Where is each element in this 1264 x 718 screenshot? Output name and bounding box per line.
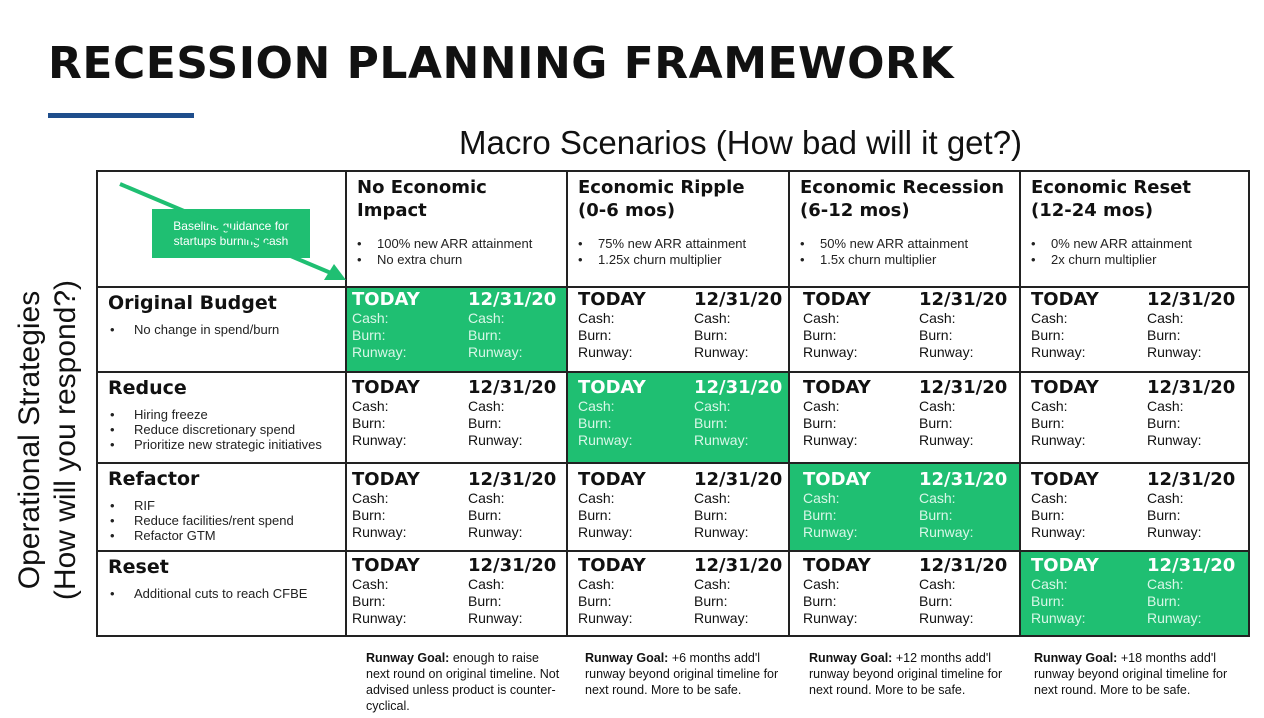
burn-label: Burn:	[919, 507, 953, 523]
burn-label: Burn:	[1147, 507, 1181, 523]
today-header: TODAY	[352, 289, 420, 310]
strategy-bullets	[108, 586, 338, 601]
cash-label: Cash:	[803, 576, 840, 592]
cash-label: Cash:	[803, 310, 840, 326]
strategy-refactor	[108, 468, 338, 543]
cash-label: Cash:	[468, 398, 505, 414]
runway-goal-text: +12 months add'l runway beyond original timeline for next round. More to be safe.	[809, 651, 1003, 697]
cash-label: Cash:	[919, 576, 956, 592]
year-end-column	[694, 470, 804, 541]
year-end-column	[1147, 378, 1257, 449]
strategy-bullet: • RIF	[108, 498, 338, 513]
cash-label: Cash:	[1147, 310, 1184, 326]
today-column	[803, 290, 913, 361]
today-header: TODAY	[352, 555, 420, 576]
runway-label: Runway:	[694, 432, 749, 448]
year-end-column	[694, 556, 804, 627]
cash-label: Cash:	[694, 490, 731, 506]
strategy-bullet: • Prioritize new strategic initiatives	[108, 437, 343, 452]
runway-label: Runway:	[578, 524, 633, 540]
today-column	[803, 378, 913, 449]
burn-label: Burn:	[1147, 415, 1181, 431]
year-end-column	[919, 290, 1029, 361]
cash-label: Cash:	[919, 490, 956, 506]
grid-divider	[96, 286, 1250, 288]
runway-goal-no-impact	[366, 650, 566, 714]
runway-goal-label: Runway Goal:	[366, 651, 450, 665]
today-column	[1031, 290, 1141, 361]
year-end-column	[919, 470, 1029, 541]
runway-label: Runway:	[468, 432, 523, 448]
cash-label: Cash:	[1031, 310, 1068, 326]
operational-strategies-line1: Operational Strategies	[13, 290, 46, 590]
today-column	[352, 290, 462, 361]
strategy-name: Reset	[108, 556, 169, 578]
today-column	[1031, 378, 1141, 449]
runway-label: Runway:	[803, 610, 858, 626]
today-header: TODAY	[578, 555, 646, 576]
strategy-reset	[108, 556, 338, 601]
today-column	[578, 556, 688, 627]
cash-label: Cash:	[352, 310, 389, 326]
burn-label: Burn:	[1147, 593, 1181, 609]
runway-label: Runway:	[468, 610, 523, 626]
runway-label: Runway:	[919, 432, 974, 448]
today-header: TODAY	[578, 469, 646, 490]
strategy-original-budget	[108, 292, 338, 337]
runway-label: Runway:	[352, 432, 407, 448]
year-end-column	[1147, 290, 1257, 361]
year-end-column	[468, 470, 578, 541]
scenario-bullets	[357, 236, 562, 268]
year-end-header: 12/31/20	[919, 469, 1008, 490]
year-end-header: 12/31/20	[919, 377, 1008, 398]
cash-label: Cash:	[803, 398, 840, 414]
runway-label: Runway:	[1147, 344, 1202, 360]
burn-label: Burn:	[468, 593, 502, 609]
year-end-column	[468, 290, 578, 361]
burn-label: Burn:	[694, 593, 728, 609]
runway-label: Runway:	[352, 344, 407, 360]
today-header: TODAY	[1031, 555, 1099, 576]
year-end-column	[694, 290, 804, 361]
today-header: TODAY	[1031, 289, 1099, 310]
grid-divider	[96, 371, 1250, 373]
runway-label: Runway:	[919, 344, 974, 360]
today-column	[352, 556, 462, 627]
today-column	[1031, 470, 1141, 541]
burn-label: Burn:	[352, 593, 386, 609]
burn-label: Burn:	[694, 415, 728, 431]
title-underline	[48, 113, 194, 118]
today-header: TODAY	[803, 377, 871, 398]
runway-label: Runway:	[803, 344, 858, 360]
burn-label: Burn:	[803, 415, 837, 431]
burn-label: Burn:	[803, 327, 837, 343]
cash-label: Cash:	[352, 576, 389, 592]
strategy-bullets	[108, 407, 343, 452]
today-header: TODAY	[578, 377, 646, 398]
cash-label: Cash:	[578, 576, 615, 592]
runway-goal-text: +6 months add'l runway beyond original timeline for next round. More to be safe.	[585, 651, 779, 697]
runway-label: Runway:	[578, 610, 633, 626]
burn-label: Burn:	[352, 507, 386, 523]
today-column	[578, 378, 688, 449]
cash-label: Cash:	[919, 398, 956, 414]
baseline-arrow-icon	[110, 176, 350, 286]
scenario-bullet: • 2x churn multiplier	[1031, 252, 1246, 268]
burn-label: Burn:	[1031, 593, 1065, 609]
burn-label: Burn:	[578, 507, 612, 523]
today-header: TODAY	[1031, 469, 1099, 490]
operational-strategies-line2: (How will you respond?)	[49, 279, 82, 601]
strategy-bullets	[108, 498, 338, 543]
runway-label: Runway:	[578, 432, 633, 448]
cash-label: Cash:	[1031, 490, 1068, 506]
today-column	[803, 470, 913, 541]
cash-label: Cash:	[803, 490, 840, 506]
year-end-column	[919, 556, 1029, 627]
scenario-bullet: • 1.5x churn multiplier	[800, 252, 1015, 268]
grid-divider	[96, 462, 1250, 464]
burn-label: Burn:	[468, 415, 502, 431]
year-end-header: 12/31/20	[468, 469, 557, 490]
cash-label: Cash:	[694, 310, 731, 326]
runway-label: Runway:	[1031, 432, 1086, 448]
year-end-header: 12/31/20	[468, 555, 557, 576]
year-end-header: 12/31/20	[694, 289, 783, 310]
runway-label: Runway:	[694, 344, 749, 360]
burn-label: Burn:	[803, 507, 837, 523]
cash-label: Cash:	[468, 576, 505, 592]
burn-label: Burn:	[1147, 327, 1181, 343]
cash-label: Cash:	[694, 576, 731, 592]
runway-label: Runway:	[352, 610, 407, 626]
burn-label: Burn:	[919, 593, 953, 609]
today-header: TODAY	[803, 555, 871, 576]
today-column	[352, 470, 462, 541]
burn-label: Burn:	[694, 327, 728, 343]
burn-label: Burn:	[352, 327, 386, 343]
scenario-header-no-impact	[357, 176, 562, 268]
cash-label: Cash:	[468, 310, 505, 326]
strategy-bullet: • Hiring freeze	[108, 407, 343, 422]
strategy-bullets	[108, 322, 338, 337]
year-end-header: 12/31/20	[1147, 377, 1236, 398]
runway-label: Runway:	[919, 610, 974, 626]
scenario-bullets	[578, 236, 783, 268]
runway-label: Runway:	[468, 524, 523, 540]
burn-label: Burn:	[1031, 327, 1065, 343]
cash-label: Cash:	[1031, 576, 1068, 592]
page-title: RECESSION PLANNING FRAMEWORK	[48, 38, 954, 89]
year-end-header: 12/31/20	[919, 555, 1008, 576]
grid-divider	[96, 550, 1250, 552]
runway-goal-reset	[1034, 650, 1234, 698]
scenario-name: No Economic Impact	[357, 177, 487, 221]
cash-label: Cash:	[1031, 398, 1068, 414]
scenario-header-reset	[1031, 176, 1246, 268]
year-end-column	[1147, 470, 1257, 541]
scenario-name: Economic Recession (6-12 mos)	[800, 177, 1005, 221]
cash-label: Cash:	[352, 398, 389, 414]
today-header: TODAY	[803, 289, 871, 310]
runway-goal-label: Runway Goal:	[585, 651, 669, 665]
today-column	[1031, 556, 1141, 627]
cash-label: Cash:	[578, 398, 615, 414]
burn-label: Burn:	[1031, 507, 1065, 523]
burn-label: Burn:	[578, 415, 612, 431]
burn-label: Burn:	[352, 415, 386, 431]
cash-label: Cash:	[919, 310, 956, 326]
runway-label: Runway:	[1031, 610, 1086, 626]
today-header: TODAY	[352, 377, 420, 398]
strategy-bullet: • Refactor GTM	[108, 528, 338, 543]
burn-label: Burn:	[578, 593, 612, 609]
scenario-bullet: • 0% new ARR attainment	[1031, 236, 1246, 252]
runway-label: Runway:	[1147, 524, 1202, 540]
scenario-header-ripple	[578, 176, 783, 268]
today-column	[803, 556, 913, 627]
today-header: TODAY	[578, 289, 646, 310]
burn-label: Burn:	[578, 327, 612, 343]
operational-strategies-label	[12, 260, 84, 620]
year-end-column	[694, 378, 804, 449]
scenario-name: Economic Reset (12-24 mos)	[1031, 177, 1191, 221]
strategy-name: Refactor	[108, 468, 200, 490]
today-column	[352, 378, 462, 449]
year-end-header: 12/31/20	[694, 555, 783, 576]
cash-label: Cash:	[578, 310, 615, 326]
year-end-header: 12/31/20	[694, 377, 783, 398]
scenario-bullet: • 1.25x churn multiplier	[578, 252, 783, 268]
scenario-name: Economic Ripple (0-6 mos)	[578, 177, 745, 221]
cash-label: Cash:	[578, 490, 615, 506]
year-end-column	[1147, 556, 1257, 627]
runway-label: Runway:	[694, 610, 749, 626]
runway-goal-text: enough to raise next round on original timeline. Not advised unless product is counter-cyclical.	[366, 651, 560, 713]
burn-label: Burn:	[919, 327, 953, 343]
runway-goal-recession	[809, 650, 1009, 698]
year-end-column	[468, 556, 578, 627]
runway-label: Runway:	[1147, 610, 1202, 626]
strategy-name: Reduce	[108, 377, 187, 399]
today-column	[578, 470, 688, 541]
year-end-header: 12/31/20	[1147, 289, 1236, 310]
burn-label: Burn:	[694, 507, 728, 523]
runway-label: Runway:	[468, 344, 523, 360]
burn-label: Burn:	[919, 415, 953, 431]
runway-label: Runway:	[352, 524, 407, 540]
strategy-reduce	[108, 377, 343, 452]
year-end-header: 12/31/20	[468, 289, 557, 310]
strategy-bullet: • Additional cuts to reach CFBE	[108, 586, 338, 601]
today-header: TODAY	[803, 469, 871, 490]
strategy-name: Original Budget	[108, 292, 277, 314]
scenario-header-recession	[800, 176, 1015, 268]
scenario-bullet: • 100% new ARR attainment	[357, 236, 562, 252]
runway-label: Runway:	[694, 524, 749, 540]
cash-label: Cash:	[1147, 490, 1184, 506]
scenario-bullets	[800, 236, 1015, 268]
burn-label: Burn:	[468, 507, 502, 523]
runway-goal-label: Runway Goal:	[1034, 651, 1118, 665]
baseline-guidance-note: Baseline guidance for startups burning cash	[152, 209, 310, 258]
cash-label: Cash:	[468, 490, 505, 506]
year-end-header: 12/31/20	[468, 377, 557, 398]
cash-label: Cash:	[352, 490, 389, 506]
scenario-bullet: • No extra churn	[357, 252, 562, 268]
cash-label: Cash:	[1147, 398, 1184, 414]
runway-label: Runway:	[1031, 524, 1086, 540]
burn-label: Burn:	[468, 327, 502, 343]
year-end-header: 12/31/20	[1147, 555, 1236, 576]
burn-label: Burn:	[1031, 415, 1065, 431]
today-header: TODAY	[352, 469, 420, 490]
runway-label: Runway:	[803, 432, 858, 448]
burn-label: Burn:	[803, 593, 837, 609]
scenario-bullet: • 75% new ARR attainment	[578, 236, 783, 252]
scenario-bullets	[1031, 236, 1246, 268]
runway-goal-label: Runway Goal:	[809, 651, 893, 665]
year-end-header: 12/31/20	[694, 469, 783, 490]
cash-label: Cash:	[694, 398, 731, 414]
scenario-bullet: • 50% new ARR attainment	[800, 236, 1015, 252]
today-header: TODAY	[1031, 377, 1099, 398]
runway-label: Runway:	[919, 524, 974, 540]
runway-label: Runway:	[1031, 344, 1086, 360]
runway-goal-ripple	[585, 650, 785, 698]
strategy-bullet: • Reduce discretionary spend	[108, 422, 343, 437]
year-end-header: 12/31/20	[1147, 469, 1236, 490]
cash-label: Cash:	[1147, 576, 1184, 592]
year-end-column	[919, 378, 1029, 449]
year-end-column	[468, 378, 578, 449]
year-end-header: 12/31/20	[919, 289, 1008, 310]
macro-scenarios-heading: Macro Scenarios (How bad will it get?)	[459, 124, 1023, 161]
runway-goal-text: +18 months add'l runway beyond original timeline for next round. More to be safe.	[1034, 651, 1228, 697]
runway-label: Runway:	[1147, 432, 1202, 448]
runway-label: Runway:	[803, 524, 858, 540]
today-column	[578, 290, 688, 361]
strategy-bullet: • Reduce facilities/rent spend	[108, 513, 338, 528]
strategy-bullet: • No change in spend/burn	[108, 322, 338, 337]
runway-label: Runway:	[578, 344, 633, 360]
